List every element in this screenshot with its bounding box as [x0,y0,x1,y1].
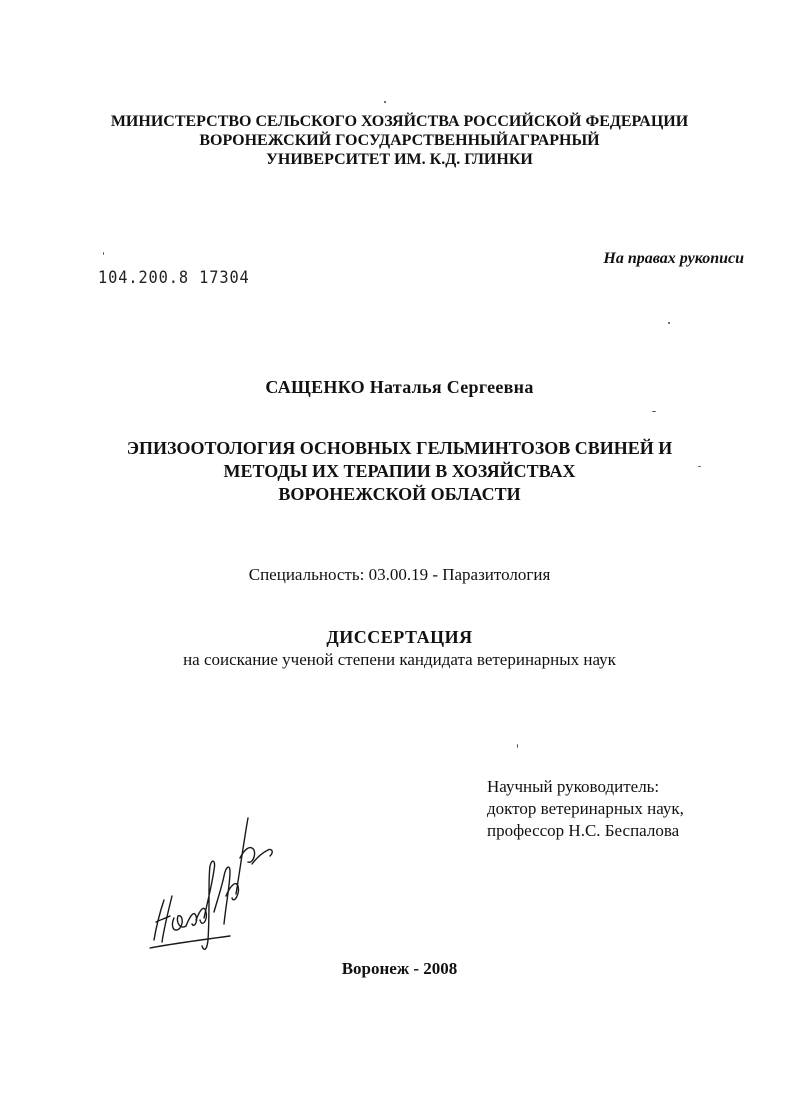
supervisor-line-1: Научный руководитель: [487,777,660,796]
ministry-line-1: МИНИСТЕРСТВО СЕЛЬСКОГО ХОЗЯЙСТВА РОССИЙСКОЙ ФЕДЕРАЦИИ [110,113,689,130]
author-name: САЩЕНКО Наталья Сергеевна [265,377,534,397]
supervisor-line-2: доктор ветеринарных наук, [487,799,684,818]
city-year: Воронеж - 2008 [341,959,458,978]
author-signature [140,800,290,960]
scan-speck [517,744,518,748]
document-subtitle: на соискание ученой степени кандидата ветеринарных наук [183,650,616,669]
rights-note: На правах рукописи [603,250,744,267]
thesis-title-line-1: ЭПИЗООТОЛОГИЯ ОСНОВНЫХ ГЕЛЬМИНТОЗОВ СВИНЕЙ И [126,438,673,458]
registration-stamp-number: 104.200.8 17304 [98,268,250,288]
scan-speck [698,466,701,467]
ministry-line-3: УНИВЕРСИТЕТ ИМ. К.Д. ГЛИНКИ [266,151,533,168]
thesis-title [0,437,799,506]
scan-speck [384,101,386,103]
document-type: ДИССЕРТАЦИЯ [326,627,473,647]
scan-speck [103,252,104,255]
scan-speck [652,411,656,412]
supervisor-block [487,776,684,842]
thesis-title-line-2: МЕТОДЫ ИХ ТЕРАПИИ В ХОЗЯЙСТВАХ [223,461,576,481]
specialty: Специальность: 03.00.19 - Паразитология [248,565,551,584]
ministry-line-2: ВОРОНЕЖСКИЙ ГОСУДАРСТВЕННЫЙАГРАРНЫЙ [199,132,600,149]
supervisor-line-3: профессор Н.С. Беспалова [487,821,680,840]
scan-speck [668,322,670,324]
ministry-header [0,112,799,169]
thesis-title-line-3: ВОРОНЕЖСКОЙ ОБЛАСТИ [278,484,521,504]
